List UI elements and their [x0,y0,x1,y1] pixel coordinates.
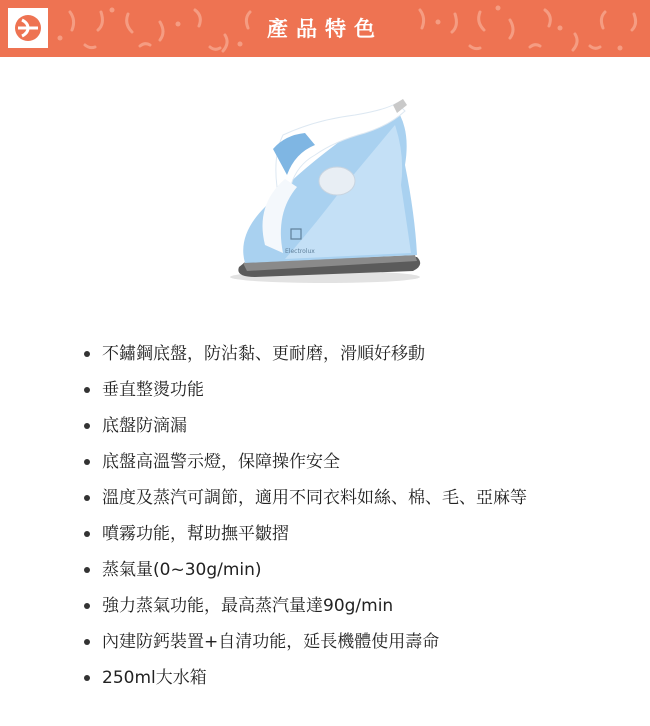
list-item: 蒸氣量(0~30g/min) [0,552,650,588]
bullet-icon [84,387,90,393]
feature-list [0,336,650,696]
list-item: 內建防鈣裝置+自清功能，延長機體使用壽命 [0,624,650,660]
list-item: 不鏽鋼底盤，防沾黏、更耐磨，滑順好移動 [0,336,650,372]
bullet-icon [84,675,90,681]
list-item: 底盤防滴漏 [0,408,650,444]
svg-text:Electrolux: Electrolux [285,248,315,255]
bullet-icon [84,423,90,429]
header-banner [0,0,650,57]
bullet-icon [84,531,90,537]
list-item: 垂直整燙功能 [0,372,650,408]
list-item: 溫度及蒸汽可調節，適用不同衣料如絲、棉、毛、亞麻等 [0,480,650,516]
list-item: 250ml大水箱 [0,660,650,696]
steam-iron-image [225,95,440,290]
bullet-icon [84,495,90,501]
list-item: 噴霧功能，幫助撫平皺摺 [0,516,650,552]
bullet-icon [84,567,90,573]
list-item: 底盤高溫警示燈，保障操作安全 [0,444,650,480]
bullet-icon [84,351,90,357]
bullet-icon [84,639,90,645]
bullet-icon [84,459,90,465]
bullet-icon [84,603,90,609]
list-item: 強力蒸氣功能，最高蒸汽量達90g/min [0,588,650,624]
page-title: 產品特色 [267,17,383,41]
